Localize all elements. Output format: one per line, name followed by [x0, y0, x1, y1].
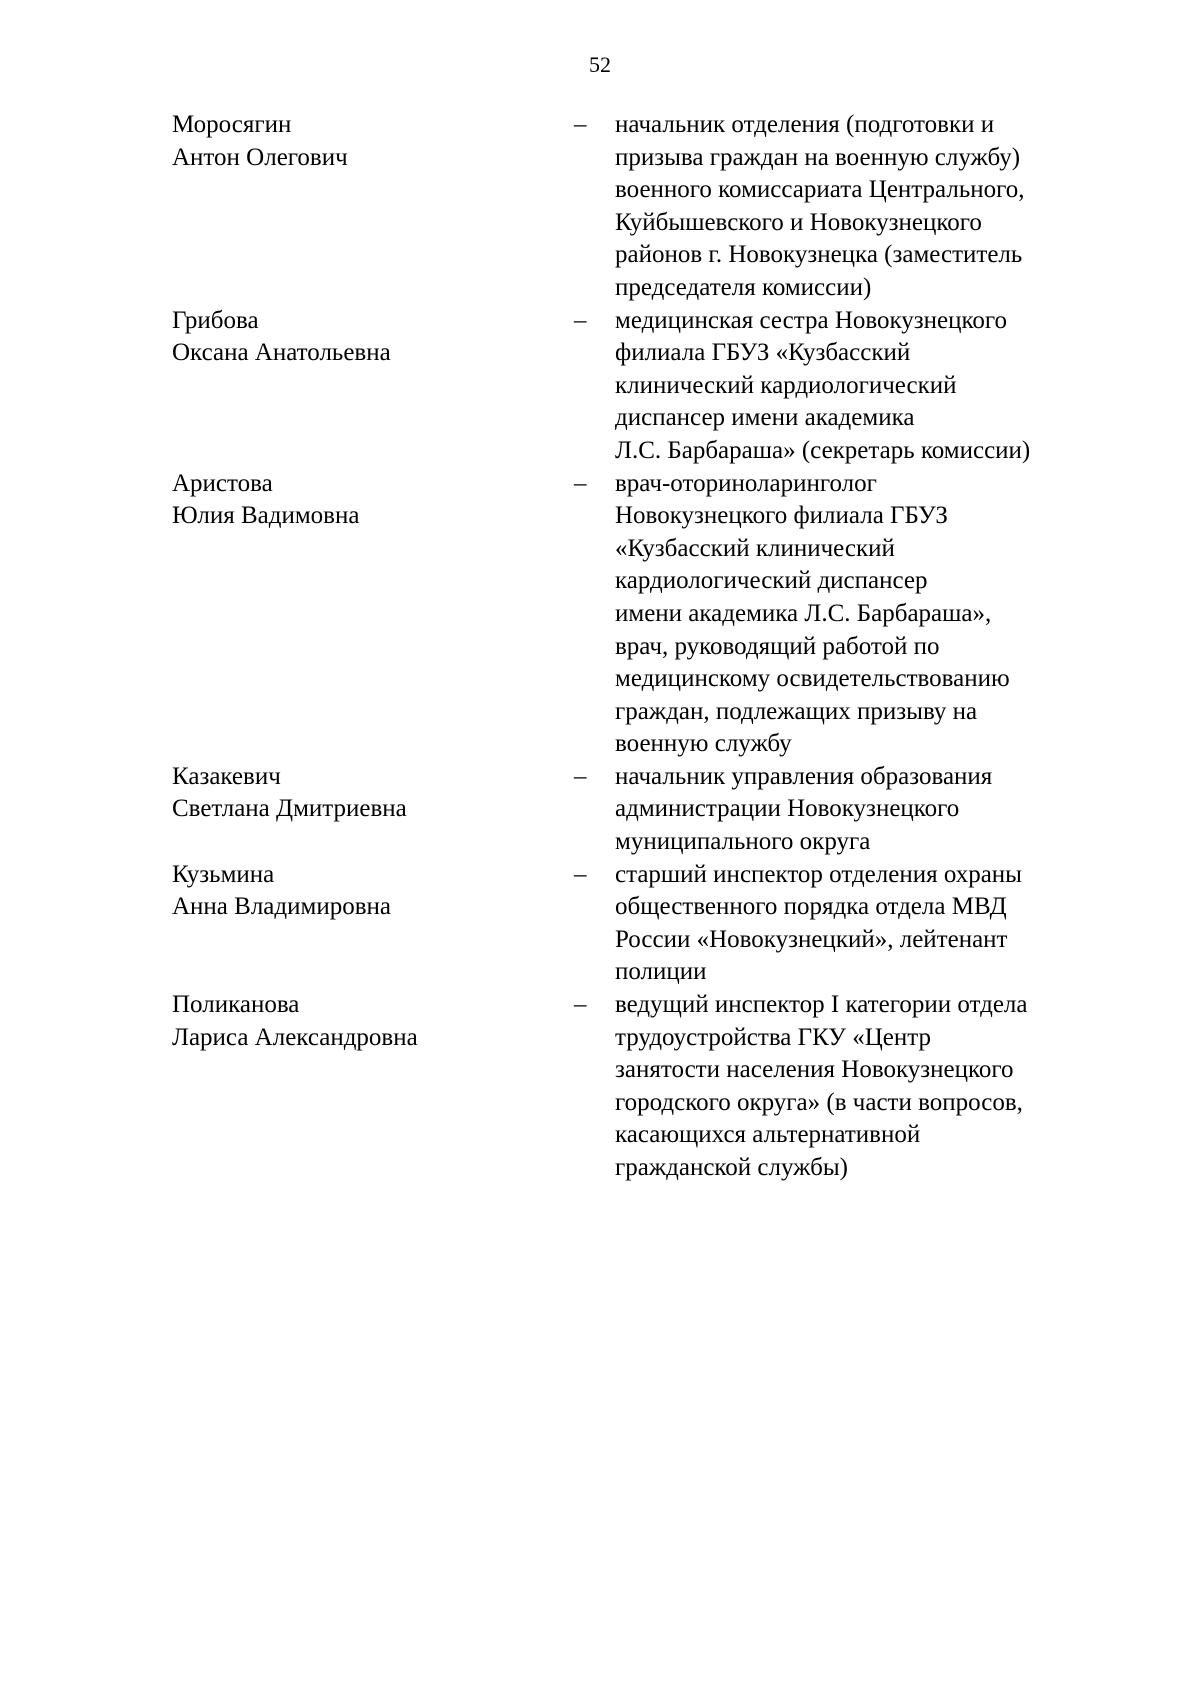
dash-separator: – [574, 469, 587, 497]
member-given-names: Антон Олегович [172, 143, 348, 171]
position-line: Новокузнецкого филиала ГБУЗ [615, 502, 948, 530]
position-line: начальник отделения (подготовки и [615, 111, 995, 138]
position-line: «Кузбасский клинический [615, 534, 895, 562]
position-line: администрации Новокузнецкого [615, 795, 960, 823]
position-line: кардиологический диспансер [615, 567, 928, 595]
dash-separator: – [574, 111, 587, 138]
position-line: касающихся альтернативной [615, 1121, 921, 1149]
position-line: муниципального округа [615, 828, 871, 856]
member-given-names: Юлия Вадимовна [172, 502, 360, 530]
position-line: клинический кардиологический [615, 371, 957, 399]
member-surname: Грибова [172, 306, 259, 334]
member-position [615, 305, 1095, 468]
dash-separator: – [574, 306, 587, 334]
position-line: Л.С. Барбараша» (секретарь комиссии) [615, 436, 1031, 464]
member-name [172, 468, 572, 533]
member-entry [0, 989, 1200, 1185]
position-line: старший инспектор отделения охраны [615, 860, 1022, 888]
member-surname: Аристова [172, 469, 273, 497]
member-position [615, 109, 1095, 305]
member-surname: Казакевич [172, 762, 281, 790]
member-entry [0, 109, 1200, 305]
member-position [615, 468, 1095, 761]
member-position [615, 761, 1095, 859]
commission-members-list [0, 109, 1200, 1185]
position-line: врач-оториноларинголог [615, 469, 877, 497]
position-line: медицинскому освидетельствованию [615, 665, 1010, 693]
member-name [172, 305, 572, 370]
position-line: полиции [615, 958, 707, 986]
position-line: филиала ГБУЗ «Кузбасский [615, 339, 911, 367]
position-line: призыва граждан на военную службу) [615, 143, 1021, 171]
page-number: 52 [589, 52, 611, 77]
member-surname: Моросягин [172, 111, 292, 138]
position-line: военную службу [615, 730, 792, 758]
member-name [172, 761, 572, 826]
member-given-names: Светлана Дмитриевна [172, 795, 407, 823]
position-line: районов г. Новокузнецка (заместитель [615, 241, 1023, 269]
member-given-names: Лариса Александровна [172, 1023, 418, 1051]
position-line: гражданской службы) [615, 1154, 848, 1181]
position-line: начальник управления образования [615, 762, 993, 790]
member-entry [0, 305, 1200, 468]
position-line: военного комиссариата Центрального, [615, 176, 1025, 204]
member-name [172, 989, 572, 1054]
position-line: врач, руководящий работой по [615, 632, 940, 660]
position-line: медицинская сестра Новокузнецкого [615, 306, 1008, 334]
member-surname: Кузьмина [172, 860, 275, 888]
member-entry [0, 468, 1200, 761]
dash-separator: – [574, 762, 587, 790]
member-name [172, 859, 572, 924]
member-given-names: Анна Владимировна [172, 893, 391, 921]
member-entry [0, 859, 1200, 989]
position-line: граждан, подлежащих призыву на [615, 697, 978, 725]
position-line: трудоустройства ГКУ «Центр [615, 1023, 931, 1051]
member-position [615, 989, 1095, 1185]
position-line: ведущий инспектор I категории отдела [615, 991, 1028, 1019]
position-line: Куйбышевского и Новокузнецкого [615, 208, 982, 236]
dash-separator: – [574, 991, 587, 1019]
member-entry [0, 761, 1200, 859]
position-line: общественного порядка отдела МВД [615, 893, 1007, 921]
member-position [615, 859, 1095, 989]
member-given-names: Оксана Анатольевна [172, 339, 391, 367]
position-line: диспансер имени академика [615, 404, 915, 432]
member-surname: Поликанова [172, 991, 300, 1019]
position-line: занятости населения Новокузнецкого [615, 1056, 1014, 1084]
dash-separator: – [574, 860, 587, 888]
position-line: председателя комиссии) [615, 273, 872, 301]
member-name [172, 109, 572, 174]
position-line: городского округа» (в части вопросов, [615, 1088, 1023, 1116]
position-line: России «Новокузнецкий», лейтенант [615, 925, 1008, 953]
position-line: имени академика Л.С. Барбараша», [615, 599, 992, 627]
